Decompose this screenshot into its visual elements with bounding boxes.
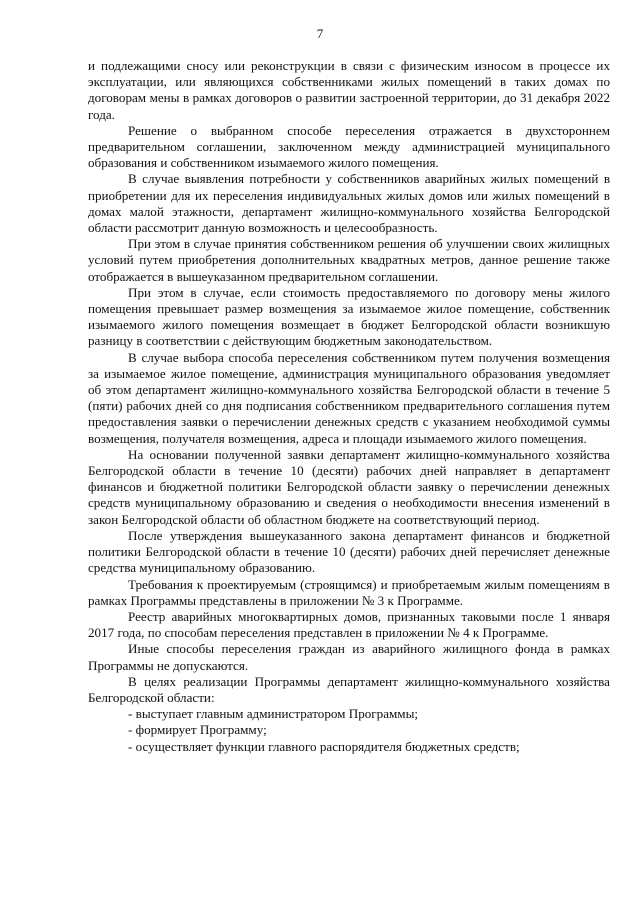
paragraph: При этом в случае принятия собственником решения об улучшении своих жилищных условий путем приобретения дополнительных квадратных метров, данное решение также отображается в вышеуказанном предварительном соглашении.	[88, 236, 610, 284]
paragraph: В целях реализации Программы департамент жилищно-коммунального хозяйства Белгородской области:	[88, 673, 610, 705]
paragraph: На основании полученной заявки департамент жилищно-коммунального хозяйства Белгородской области в течение 10 (десяти) рабочих дней направляет в департамент финансов и бюджетной политики Белгородской области заявку о перечислении денежных средств муниципальному образованию и сведения о необходимости внесения изменений в закон Белгородской области об областном бюджете на соответствующий период.	[88, 446, 610, 527]
paragraph: После утверждения вышеуказанного закона департамент финансов и бюджетной политики Белгородской области в течение 10 (десяти) рабочих дней перечисляет денежные средства муниципальному образованию.	[88, 527, 610, 576]
list-item: - осуществляет функции главного распорядителя бюджетных средств;	[128, 738, 520, 754]
document-body	[88, 58, 610, 755]
paragraph: Решение о выбранном способе переселения отражается в двухстороннем предварительном соглашении, заключенном между администрацией муниципального образования и собственником изымаемого жилого помещения.	[88, 122, 610, 171]
paragraph: и подлежащими сносу или реконструкции в связи с физическим износом в процессе их эксплуатации, или являющихся собственниками жилых помещений в таких домах по договорам мены в рамках договоров о развитии застроенной территории, до 31 декабря 2022 года.	[88, 58, 610, 122]
paragraph: В случае выявления потребности у собственников аварийных жилых помещений в приобретении для их переселения индивидуальных жилых домов или жилых помещений в домах малой этажности, департамент жилищно-коммунального хозяйства Белгородской области рассмотрит данную возможность и целесообразность.	[88, 171, 610, 236]
paragraph: Требования к проектируемым (строящимся) и приобретаемым жилым помещениям в рамках Программы представлены в приложении № 3 к Программе.	[88, 576, 610, 608]
paragraph: В случае выбора способа переселения собственником путем получения возмещения за изымаемое жилое помещение, администрация муниципального образования уведомляет об этом департамент жилищно-коммунального хозяйства Белгородской области в течение 5 (пяти) рабочих дней со дня подписания собственником предварительного соглашения путем предоставления заявки о перечислении денежных средств с указанием необходимой суммы возмещения, получателя возмещения, адреса и площади изымаемого жилого помещения.	[88, 349, 610, 446]
list-item: - выступает главным администратором Программы;	[128, 706, 419, 722]
list-item: - формирует Программу;	[128, 722, 267, 738]
paragraph: При этом в случае, если стоимость предоставляемого по договору мены жилого помещения превышает размер возмещения за изымаемое жилое помещение, собственник изымаемого жилого помещения возмещает в бюджет Белгородской области возникшую разницу в соответствии с действующим бюджетным законодательством.	[88, 284, 610, 349]
page-number: 7	[316, 26, 324, 41]
paragraph: Иные способы переселения граждан из аварийного жилищного фонда в рамках Программы не допускаются.	[88, 641, 610, 673]
paragraph: Реестр аварийных многоквартирных домов, признанных таковыми после 1 января 2017 года, по способам переселения представлен в приложении № 4 к Программе.	[88, 608, 610, 641]
